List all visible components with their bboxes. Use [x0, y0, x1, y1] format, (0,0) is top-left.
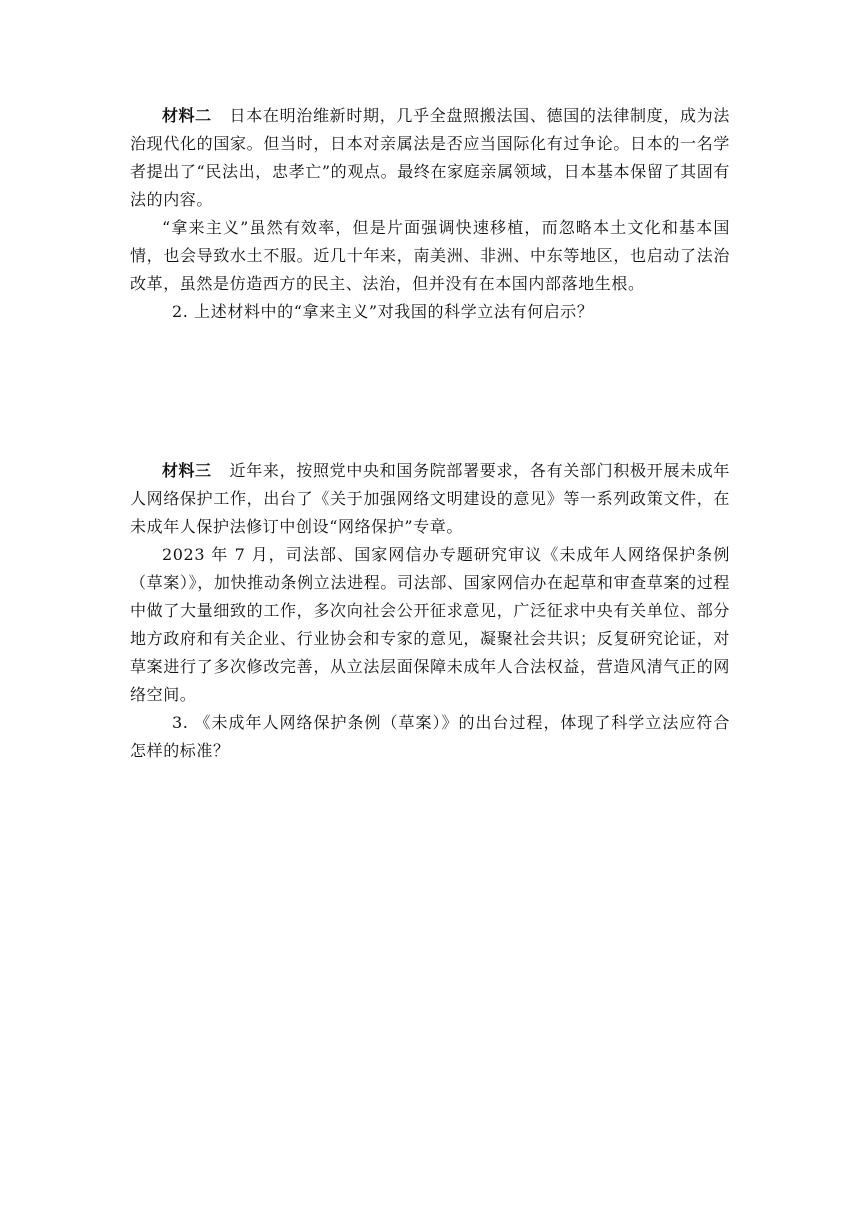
- material-two-section: [130, 102, 730, 326]
- material-three-heading: 材料三: [162, 461, 212, 480]
- material-three-paragraph-2: 2023 年 7 月，司法部、国家网信办专题研究审议《未成年人网络保护条例（草案）》，加快推动条例立法进程。司法部、国家网信办在起草和审查草案的过程中做了大量细致的工作，多次向社会公开征求意见，广泛征求中央有关单位、部分地方政府和有关企业、行业协会和专家的意见，凝聚社会共识；反复研究论证，对草案进行了多次修改完善，从立法层面保障未成年人合法权益，营造风清气正的网络空间。: [130, 545, 730, 704]
- material-two-heading: 材料二: [162, 106, 212, 125]
- material-two-paragraph-1: [130, 102, 730, 214]
- material-three-paragraph-1-text: 近年来，按照党中央和国务院部署要求，各有关部门积极开展未成年人网络保护工作，出台了《关于加强网络文明建设的意见》等一系列政策文件，在未成年人保护法修订中创设“网络保护”专章。: [130, 461, 730, 536]
- material-three-paragraph-1: [130, 457, 730, 541]
- material-two-paragraph-2: “拿来主义”虽然有效率，但是片面强调快速移植，而忽略本土文化和基本国情，也会导致水土不服。近几十年来，南美洲、非洲、中东等地区，也启动了法治改革，虽然是仿造西方的民主、法治，但并没有在本国内部落地生根。: [130, 218, 730, 293]
- material-two-paragraph-1-text: 日本在明治维新时期，几乎全盘照搬法国、德国的法律制度，成为法治现代化的国家。但当时，日本对亲属法是否应当国际化有过争论。日本的一名学者提出了“民法出，忠孝亡”的观点。最终在家庭亲属领域，日本基本保留了其固有法的内容。: [130, 106, 730, 209]
- material-three-section: [130, 457, 730, 765]
- question-three: 3. 《未成年人网络保护条例（草案）》的出台过程，体现了科学立法应符合怎样的标准？: [130, 713, 730, 760]
- question-two: 2. 上述材料中的“拿来主义”对我国的科学立法有何启示？: [172, 302, 594, 321]
